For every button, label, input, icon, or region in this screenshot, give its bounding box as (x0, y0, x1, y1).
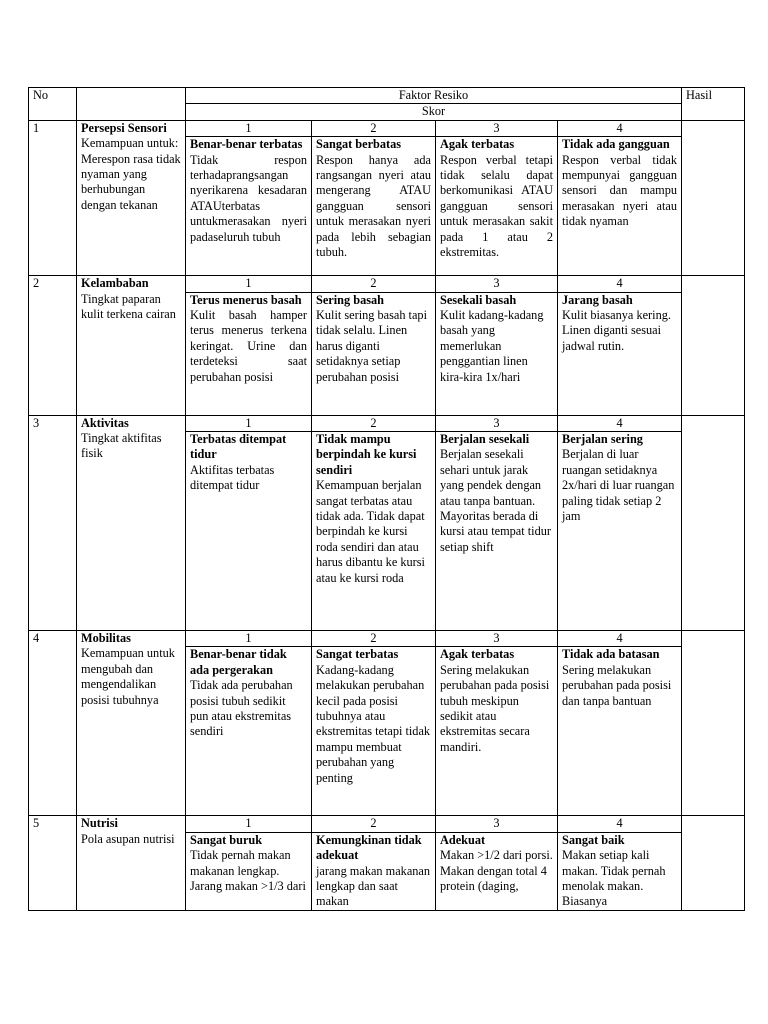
level-cell (312, 292, 436, 415)
level-cell (186, 292, 312, 415)
header-hasil: Hasil (682, 88, 745, 121)
score-number: 2 (312, 816, 436, 832)
score-number: 3 (436, 816, 558, 832)
level-description: Aktifitas terbatas ditempat tidur (190, 462, 275, 493)
level-title: Kemungkinan tidak adekuat (316, 832, 422, 863)
level-title: Berjalan sering (562, 432, 643, 447)
score-number: 2 (312, 415, 436, 431)
level-title: Sangat terbatas (316, 647, 399, 662)
level-title: Tidak ada gangguan (562, 137, 670, 152)
row-number: 4 (29, 631, 77, 816)
score-number: 1 (186, 816, 312, 832)
level-title: Tidak ada batasan (562, 647, 660, 662)
level-title: Jarang basah (562, 292, 633, 307)
level-cell (436, 647, 558, 816)
factor-name: Aktivitas (81, 415, 129, 430)
score-number: 2 (312, 276, 436, 292)
factor-name: Kelambaban (81, 276, 149, 291)
row-number: 2 (29, 276, 77, 415)
score-number: 4 (558, 415, 682, 431)
table-row-4-scores (29, 631, 745, 647)
level-cell (436, 832, 558, 910)
score-number: 4 (558, 631, 682, 647)
level-description: Kulit biasanya kering. Linen diganti sesuai jadwal rutin. (562, 308, 671, 353)
header-faktor-resiko: Faktor Resiko (186, 88, 682, 104)
row-number: 5 (29, 816, 77, 910)
factor-name: Persepsi Sensori (81, 120, 167, 135)
score-number: 1 (186, 415, 312, 431)
level-cell (558, 137, 682, 276)
hasil-cell (682, 120, 745, 275)
level-title: Sangat baik (562, 832, 625, 847)
level-title: Agak terbatas (440, 647, 515, 662)
factor-cell (77, 120, 186, 275)
level-title: Agak terbatas (440, 137, 515, 152)
level-description: Berjalan sesekali sehari untuk jarak yang pendek dengan atau tanpa bantuan. Mayoritas berada di kursi atau tempat tidur setiap shift (440, 447, 551, 554)
factor-cell (77, 415, 186, 630)
score-number: 4 (558, 120, 682, 136)
factor-description: Kemampuan untuk: Merespon rasa tidak nyaman yang berhubungan dengan tekanan (81, 136, 181, 212)
score-number: 3 (436, 631, 558, 647)
level-cell (436, 137, 558, 276)
header-skor: Skor (186, 104, 682, 120)
level-title: Sangat berbatas (316, 137, 402, 152)
level-cell (558, 647, 682, 816)
score-number: 4 (558, 276, 682, 292)
factor-cell (77, 816, 186, 910)
level-title: Terbatas ditempat tidur (190, 432, 287, 462)
level-description: Makan setiap kali makan. Tidak pernah menolak makan. Biasanya (562, 848, 666, 909)
level-title: Adekuat (440, 832, 486, 847)
hasil-cell (682, 276, 745, 415)
level-cell (312, 647, 436, 816)
level-title: Berjalan sesekali (440, 432, 530, 447)
level-cell (312, 832, 436, 910)
level-title: Sesekali basah (440, 292, 517, 307)
level-title: Terus menerus basah (190, 292, 302, 307)
level-description: Sering melakukan perubahan pada posisi tubuh meskipun sedikit atau ekstremitas secara mandiri. (440, 662, 550, 754)
level-description: Kemampuan berjalan sangat terbatas atau tidak ada. Tidak dapat berpindah ke kursi roda sendiri dan atau harus dibantu ke kursi atau ke kursi roda (316, 478, 425, 585)
level-description: Kulit kadang-kadang basah yang memerlukan penggantian linen kira-kira 1x/hari (440, 308, 544, 384)
level-description: Tidak pernah makan makanan lengkap. Jarang makan >1/3 dari (190, 848, 306, 894)
level-cell (558, 432, 682, 631)
table-row-5-scores (29, 816, 745, 832)
level-cell (186, 832, 312, 910)
level-description: Makan >1/2 dari porsi. Makan dengan total 4 protein (daging, (440, 848, 553, 894)
factor-description: Tingkat aktifitas fisik (81, 431, 162, 461)
level-title: Sering basah (316, 292, 384, 307)
level-description: Kulit sering basah tapi tidak selalu. Linen harus diganti setidaknya setiap perubahan posisi (316, 308, 427, 384)
factor-name: Mobilitas (81, 631, 131, 646)
hasil-cell (682, 415, 745, 630)
score-number: 4 (558, 816, 682, 832)
header-factor-blank (77, 88, 186, 121)
factor-description: Tingkat paparan kulit terkena cairan (81, 291, 176, 322)
table-row-3-scores (29, 415, 745, 431)
level-description: jarang makan makanan lengkap dan saat makan (316, 863, 431, 909)
factor-description: Pola asupan nutrisi (81, 831, 175, 846)
level-description: Sering melakukan perubahan pada posisi dan tanpa bantuan (562, 662, 672, 708)
score-number: 3 (436, 276, 558, 292)
table-header-row (29, 88, 745, 104)
level-description: Kadang-kadang melakukan perubahan kecil pada posisi tubuhnya atau ekstremitas tetapi tidak mampu membuat perubahan yang penting (316, 662, 431, 785)
level-description: Kulit basah hamper terus menerus terkena keringat. Urine dan terdeteksi saat perubahan posisi (190, 308, 307, 384)
row-number: 1 (29, 120, 77, 275)
score-number: 1 (186, 276, 312, 292)
level-description: Respon hanya ada rangsangan nyeri atau mengerang ATAU gangguan sensori untuk merasakan nyeri pada lebih sebagian tubuh. (316, 152, 431, 260)
factor-name: Nutrisi (81, 816, 118, 831)
level-description: Berjalan di luar ruangan setidaknya 2x/hari di luar ruangan paling tidak setiap 2 jam (562, 447, 675, 524)
level-cell (186, 137, 312, 276)
level-cell (312, 137, 436, 276)
level-cell (558, 832, 682, 910)
level-title: Tidak mampu berpindah ke kursi sendiri (316, 432, 417, 477)
score-number: 3 (436, 120, 558, 136)
level-cell (436, 292, 558, 415)
factor-cell (77, 631, 186, 816)
level-description: Tidak respon terhadaprangsangan nyerikarena kesadaran ATAUterbatas untukmerasakan nyeri padaseluruh tubuh (190, 152, 307, 244)
score-number: 3 (436, 415, 558, 431)
level-cell (436, 432, 558, 631)
level-cell (558, 292, 682, 415)
level-title: Benar-benar terbatas (190, 137, 303, 152)
hasil-cell (682, 816, 745, 910)
braden-scale-table (28, 87, 745, 911)
factor-description: Kemampuan untuk mengubah dan mengendalikan posisi tubuhnya (81, 646, 175, 707)
header-no: No (29, 88, 77, 121)
score-number: 1 (186, 631, 312, 647)
level-description: Respon verbal tidak mempunyai gangguan sensori dan mampu merasakan nyeri atau tidak nyaman (562, 152, 678, 229)
level-description: Respon verbal tetapi tidak selalu dapat berkomunikasi ATAU gangguan sensori untuk merasakan sakit pada 1 atau 2 ekstremitas. (440, 152, 553, 260)
hasil-cell (682, 631, 745, 816)
level-description: Tidak ada perubahan posisi tubuh sedikit pun atau ekstremitas sendiri (190, 678, 293, 739)
factor-cell (77, 276, 186, 415)
level-cell (312, 432, 436, 631)
level-title: Benar-benar tidak ada pergerakan (190, 647, 287, 677)
table-row-2-scores (29, 276, 745, 292)
level-cell (186, 432, 312, 631)
row-number: 3 (29, 415, 77, 630)
table-row-1-scores (29, 120, 745, 136)
score-number: 1 (186, 120, 312, 136)
score-number: 2 (312, 120, 436, 136)
level-cell (186, 647, 312, 816)
level-title: Sangat buruk (190, 832, 263, 847)
score-number: 2 (312, 631, 436, 647)
